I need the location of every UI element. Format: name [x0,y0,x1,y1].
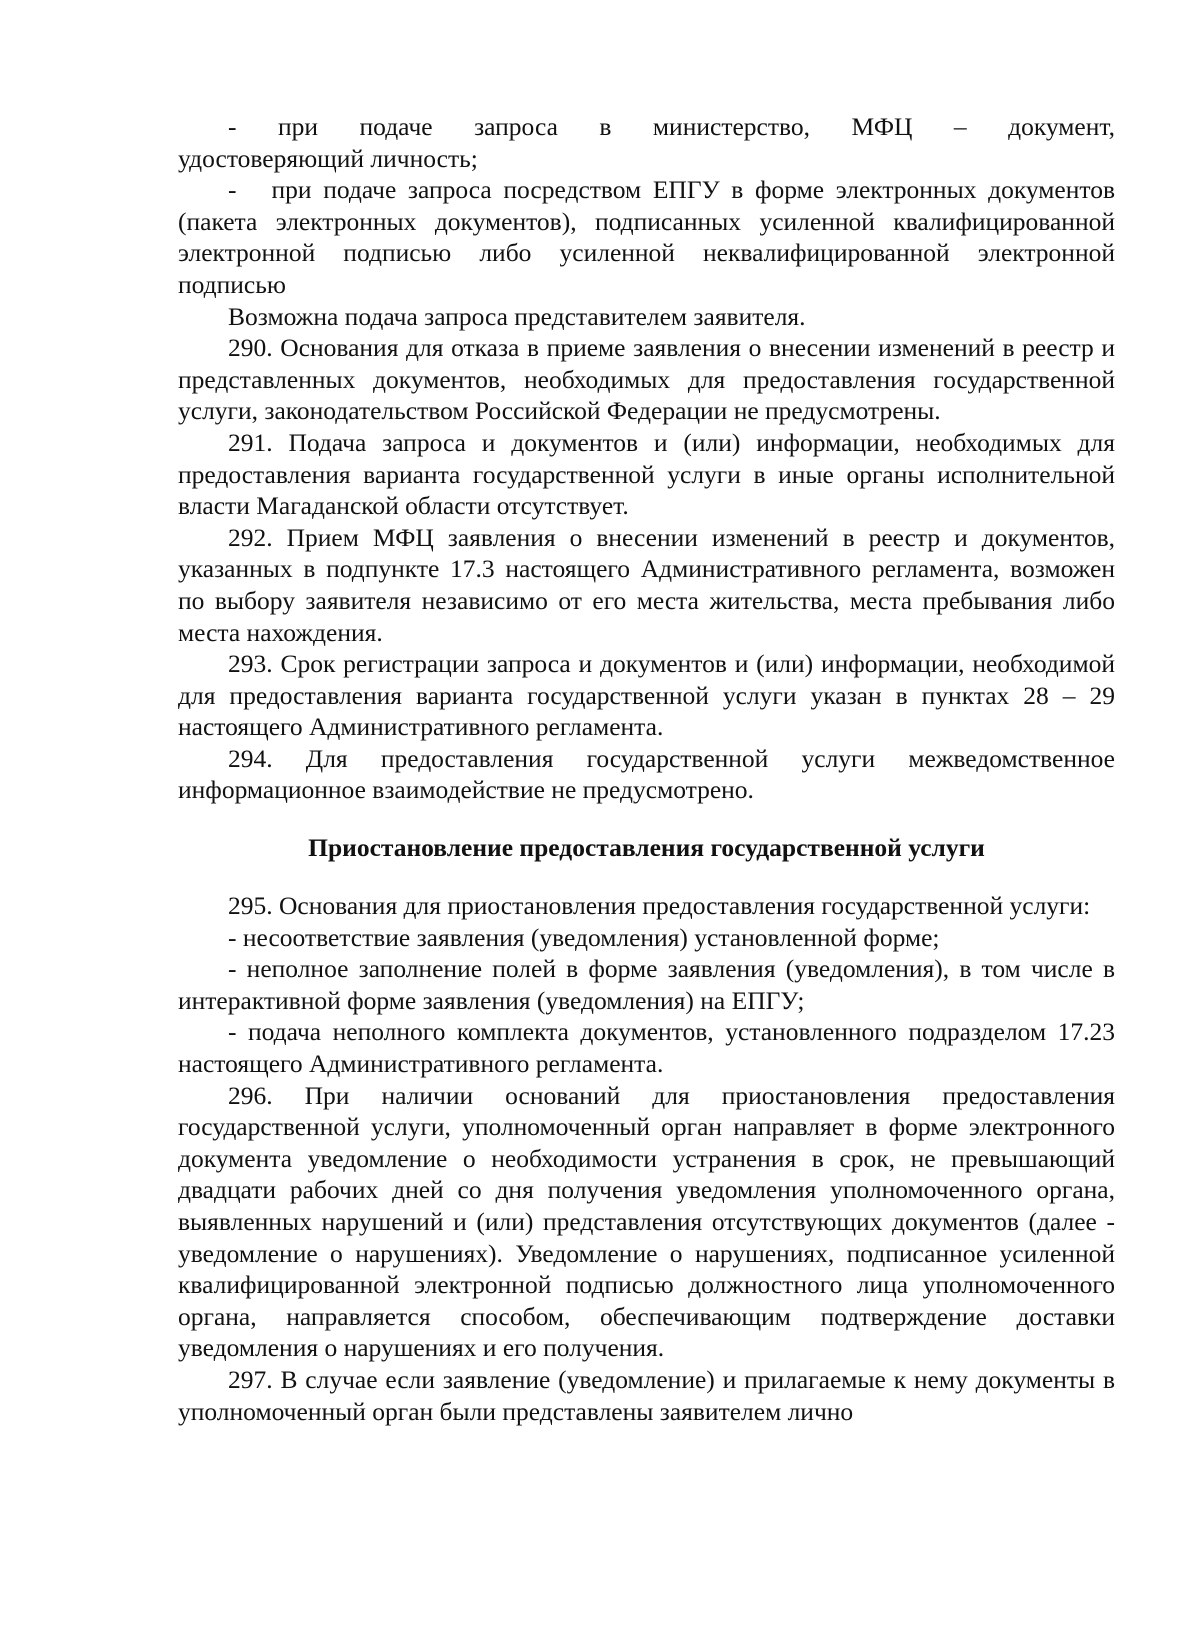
paragraph-295: 295. Основания для приостановления предоставления государственной услуги: [228,891,1091,921]
paragraph-296: 296. При наличии оснований для приостановления предоставления государственной услуги, уполномоченный орган направляет в форме электронного документа уведомление о необходимости устранения в срок, не превышающий двадцати рабочих дней со дня получения уведомления уполномоченного органа, выявленных нарушений и (или) представления отсутствующих документов (далее - уведомление о нарушениях). Уведомление о нарушениях, подписанное усиленной квалифицированной электронной подписью должностного лица уполномоченного органа, направляется способом, обеспечивающим подтверждение доставки уведомления о нарушениях и его получения. [178,1080,1115,1363]
paragraph-290: 290. Основания для отказа в приеме заявления о внесении изменений в реестр и представленных документов, необходимых для предоставления государственной услуги, законодательством Российской Федерации не предусмотрены. [178,333,1115,426]
section-heading: Приостановление предоставления государственной услуги [308,833,985,863]
paragraph-297: 297. В случае если заявление (уведомление) и прилагаемые к нему документы в уполномоченный орган были представлены заявителем лично [178,1364,1115,1426]
list-item-incomplete-fields: - неполное заполнение полей в форме заявления (уведомления), в том числе в интерактивной форме заявления (уведомления) на ЕПГУ; [178,954,1115,1015]
list-item-form-mismatch: - несоответствие заявления (уведомления) установленной форме; [228,922,940,952]
paragraph-epgu-electronic-docs: - при подаче запроса посредством ЕПГУ в форме электронных документов (пакета электронных документов), подписанных усиленной квалифицированной электронной подписью либо усиленной неквалифицированной электронной подписью [178,175,1115,299]
paragraph-identity-document: - при подаче запроса в министерство, МФЦ – документ, удостоверяющий личность; [178,112,1115,173]
paragraph-representative: Возможна подача запроса представителем заявителя. [228,301,806,331]
paragraph-292: 292. Прием МФЦ заявления о внесении изменений в реестр и документов, указанных в подпункте 17.3 настоящего Административного регламента, возможен по выбору заявителя независимо от его места жительства, места пребывания либо места нахождения. [178,522,1115,647]
list-item-incomplete-documents: - подача неполного комплекта документов, установленного подразделом 17.23 настоящего Административного регламента. [178,1017,1115,1079]
paragraph-293: 293. Срок регистрации запроса и документов и (или) информации, необходимой для предоставления варианта государственной услуги указан в пунктах 28 – 29 настоящего Административного регламента. [178,649,1115,742]
paragraph-294: 294. Для предоставления государственной услуги межведомственное информационное взаимодействие не предусмотрено. [178,743,1115,805]
document-body [178,111,1115,1427]
paragraph-291: 291. Подача запроса и документов и (или) информации, необходимых для предоставления варианта государственной услуги в иные органы исполнительной власти Магаданской области отсутствует. [178,427,1115,521]
